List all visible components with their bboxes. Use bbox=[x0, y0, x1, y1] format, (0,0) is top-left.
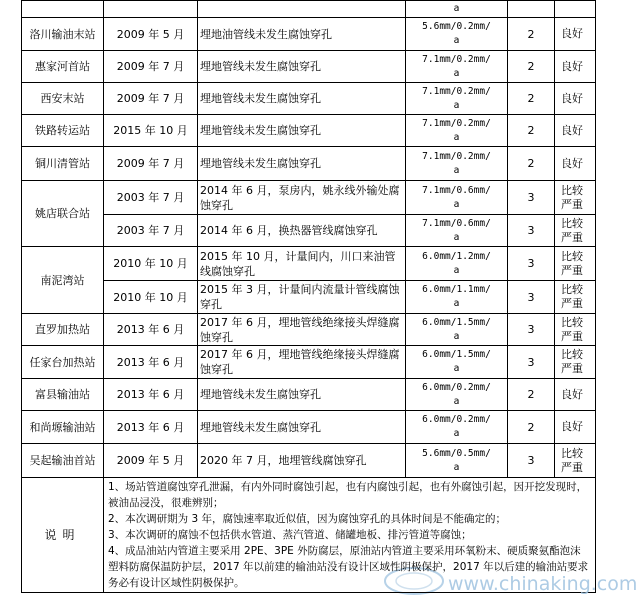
corrosion-rate-line: 7.1mm/0.6mm/ bbox=[422, 217, 491, 229]
table-row bbox=[22, 18, 596, 51]
commission-date-cell: 2013 年 6 月 bbox=[104, 346, 198, 379]
table-row bbox=[22, 51, 596, 83]
status-cell: 良好 bbox=[555, 411, 596, 444]
table-row bbox=[22, 444, 596, 478]
table-row bbox=[22, 314, 596, 346]
table-row bbox=[22, 115, 596, 147]
status-cell: 良好 bbox=[555, 51, 596, 83]
corrosion-rate-line: 6.0mm/1.2mm/ bbox=[422, 250, 491, 262]
table-row bbox=[22, 247, 596, 281]
corrosion-rate-cell bbox=[406, 379, 508, 411]
corrosion-grade-cell: 2 bbox=[508, 147, 555, 181]
table-row bbox=[22, 181, 596, 215]
corrosion-rate-line: 6.0mm/1.1mm/ bbox=[422, 284, 491, 295]
corrosion-rate-line: a bbox=[453, 363, 460, 374]
table-row bbox=[22, 379, 596, 411]
corrosion-rate-cell bbox=[406, 147, 508, 181]
commission-date-cell: 2013 年 6 月 bbox=[104, 379, 198, 411]
corrosion-rate-line: a bbox=[453, 99, 460, 111]
corrosion-grade-cell: 3 bbox=[508, 181, 555, 215]
corrosion-rate-cell bbox=[406, 346, 508, 379]
corrosion-event-cell: 2014 年 6 月，换热器管线腐蚀穿孔 bbox=[198, 215, 406, 247]
corrosion-rate-cell bbox=[406, 115, 508, 147]
notes-label: 说明 bbox=[22, 478, 104, 593]
corrosion-event-cell: 2014 年 6 月，泵房内，姚永线外输处腐蚀穿孔 bbox=[198, 181, 406, 215]
corrosion-rate-line: a bbox=[453, 67, 460, 79]
corrosion-rate-cell bbox=[406, 314, 508, 346]
corrosion-event-cell: 埋地油管线未发生腐蚀穿孔 bbox=[198, 18, 406, 51]
corrosion-grade-cell: 3 bbox=[508, 444, 555, 478]
header-fragment-row bbox=[22, 1, 596, 18]
rate-tail-cell: a bbox=[406, 1, 508, 18]
corrosion-rate-line: a bbox=[453, 395, 460, 407]
station-name-cell: 西安末站 bbox=[22, 83, 104, 115]
station-name-cell: 任家台加热站 bbox=[22, 346, 104, 379]
corrosion-rate-line: a bbox=[453, 164, 460, 176]
station-name-cell: 南泥湾站 bbox=[22, 247, 104, 314]
corrosion-grade-cell: 3 bbox=[508, 281, 555, 314]
corrosion-grade-cell: 2 bbox=[508, 18, 555, 51]
corrosion-rate-line: 6.0mm/1.5mm/ bbox=[422, 349, 491, 360]
status-cell: 比较严重 bbox=[555, 215, 596, 247]
table-row bbox=[22, 147, 596, 181]
note-line: 1、场站管道腐蚀穿孔泄漏，有内外同时腐蚀引起，也有内腐蚀引起，也有外腐蚀引起，因开挖发现时，被油品浸没，很难辨别； bbox=[108, 481, 588, 509]
corrosion-event-cell: 埋地管线未发生腐蚀穿孔 bbox=[198, 411, 406, 444]
corrosion-grade-cell: 2 bbox=[508, 411, 555, 444]
table-row bbox=[22, 411, 596, 444]
commission-date-cell: 2009 年 5 月 bbox=[104, 444, 198, 478]
commission-date-cell: 2003 年 7 月 bbox=[104, 181, 198, 215]
note-line: 2、本次调研期为 3 年，腐蚀速率取近似值，因为腐蚀穿孔的具体时间是不能确定的； bbox=[108, 513, 507, 525]
note-line: 4、成品油站内管道主要采用 2PE、3PE 外防腐层，原油站内管道主要采用环氧粉末、硬质聚氨酯泡沫塑料防腐保温防护层，2017 年以前建的输油站没有设计区域性阴极保护，2017 年以后建的输油站要求务必有设计区域性阴极保护。 bbox=[108, 545, 589, 589]
corrosion-event-cell: 2020 年 7 月，地埋管线腐蚀穿孔 bbox=[198, 444, 406, 478]
commission-date-cell: 2003 年 7 月 bbox=[104, 215, 198, 247]
status-cell: 比较严重 bbox=[555, 444, 596, 478]
corrosion-rate-line: a bbox=[453, 198, 460, 210]
commission-date-cell: 2013 年 6 月 bbox=[104, 314, 198, 346]
table-row bbox=[22, 83, 596, 115]
corrosion-rate-line: a bbox=[453, 231, 460, 243]
corrosion-grade-cell: 3 bbox=[508, 247, 555, 281]
corrosion-grade-cell: 2 bbox=[508, 115, 555, 147]
corrosion-rate-line: a bbox=[453, 428, 460, 439]
commission-date-cell: 2009 年 7 月 bbox=[104, 147, 198, 181]
corrosion-event-cell: 埋地管线未发生腐蚀穿孔 bbox=[198, 51, 406, 83]
corrosion-rate-cell bbox=[406, 51, 508, 83]
corrosion-grade-cell: 3 bbox=[508, 215, 555, 247]
station-name-cell: 吴起输油首站 bbox=[22, 444, 104, 478]
corrosion-rate-line: a bbox=[453, 35, 460, 46]
watermark-text: www.chinaking.com bbox=[448, 573, 637, 595]
commission-date-cell: 2015 年 10 月 bbox=[104, 115, 198, 147]
corrosion-rate-cell bbox=[406, 215, 508, 247]
table-row bbox=[22, 346, 596, 379]
status-cell: 比较严重 bbox=[555, 181, 596, 215]
corrosion-rate-line: a bbox=[453, 264, 460, 276]
corrosion-grade-cell: 2 bbox=[508, 51, 555, 83]
corrosion-rate-cell bbox=[406, 411, 508, 444]
corrosion-rate-line: 7.1mm/0.2mm/ bbox=[422, 117, 491, 129]
note-line: 3、本次调研的腐蚀不包括供水管道、蒸汽管道、储罐地板、排污管道等腐蚀； bbox=[108, 529, 472, 541]
commission-date-cell: 2010 年 10 月 bbox=[104, 281, 198, 314]
status-cell: 良好 bbox=[555, 115, 596, 147]
corrosion-rate-line: a bbox=[453, 298, 460, 309]
corrosion-rate-line: a bbox=[453, 131, 460, 143]
corrosion-rate-line: a bbox=[453, 330, 460, 342]
station-name-cell: 铜川清管站 bbox=[22, 147, 104, 181]
corrosion-rate-cell bbox=[406, 444, 508, 478]
status-cell: 良好 bbox=[555, 147, 596, 181]
status-cell: 比较严重 bbox=[555, 346, 596, 379]
corrosion-event-cell: 2017 年 6 月，埋地管线绝缘接头焊缝腐蚀穿孔 bbox=[198, 346, 406, 379]
corrosion-rate-line: 5.6mm/0.5mm/ bbox=[422, 447, 491, 459]
corrosion-rate-cell bbox=[406, 181, 508, 215]
corrosion-rate-cell bbox=[406, 247, 508, 281]
corrosion-rate-cell bbox=[406, 83, 508, 115]
station-name-cell: 铁路转运站 bbox=[22, 115, 104, 147]
corrosion-event-cell: 2015 年 10 月，计量间内，川口来油管线腐蚀穿孔 bbox=[198, 247, 406, 281]
commission-date-cell: 2010 年 10 月 bbox=[104, 247, 198, 281]
status-cell: 良好 bbox=[555, 18, 596, 51]
corrosion-rate-cell bbox=[406, 18, 508, 51]
corrosion-rate-line: a bbox=[453, 461, 460, 473]
station-name-cell: 姚店联合站 bbox=[22, 181, 104, 247]
corrosion-rate-line: 5.6mm/0.2mm/ bbox=[422, 21, 491, 32]
commission-date-cell: 2013 年 6 月 bbox=[104, 411, 198, 444]
corrosion-grade-cell: 3 bbox=[508, 346, 555, 379]
corrosion-event-cell: 埋地管线未发生腐蚀穿孔 bbox=[198, 115, 406, 147]
corrosion-rate-line: 7.1mm/0.2mm/ bbox=[422, 85, 491, 97]
station-name-cell: 富县输油站 bbox=[22, 379, 104, 411]
status-cell: 良好 bbox=[555, 83, 596, 115]
corrosion-rate-line: 7.1mm/0.2mm/ bbox=[422, 150, 491, 162]
table-row bbox=[22, 215, 596, 247]
corrosion-grade-cell: 3 bbox=[508, 314, 555, 346]
corrosion-rate-line: 7.1mm/0.2mm/ bbox=[422, 53, 491, 65]
station-name-cell: 和尚塬输油站 bbox=[22, 411, 104, 444]
corrosion-grade-cell: 2 bbox=[508, 379, 555, 411]
corrosion-event-cell: 埋地管线未发生腐蚀穿孔 bbox=[198, 83, 406, 115]
corrosion-rate-line: 7.1mm/0.6mm/ bbox=[422, 184, 491, 196]
status-cell: 比较严重 bbox=[555, 314, 596, 346]
commission-date-cell: 2009 年 5 月 bbox=[104, 18, 198, 51]
corrosion-event-cell: 2015 年 3 月，计量间内流量计管线腐蚀穿孔 bbox=[198, 281, 406, 314]
corrosion-event-cell: 2017 年 6 月，埋地管线绝缘接头焊缝腐蚀穿孔 bbox=[198, 314, 406, 346]
commission-date-cell: 2009 年 7 月 bbox=[104, 83, 198, 115]
status-cell: 比较严重 bbox=[555, 247, 596, 281]
status-cell: 比较严重 bbox=[555, 281, 596, 314]
corrosion-grade-cell: 2 bbox=[508, 83, 555, 115]
commission-date-cell: 2009 年 7 月 bbox=[104, 51, 198, 83]
corrosion-event-cell: 埋地管线未发生腐蚀穿孔 bbox=[198, 147, 406, 181]
table-row bbox=[22, 281, 596, 314]
corrosion-rate-line: 6.0mm/1.5mm/ bbox=[422, 316, 491, 328]
corrosion-survey-table bbox=[21, 0, 596, 593]
corrosion-rate-cell bbox=[406, 281, 508, 314]
station-name-cell: 惠家河首站 bbox=[22, 51, 104, 83]
corrosion-event-cell: 埋地管线未发生腐蚀穿孔 bbox=[198, 379, 406, 411]
corrosion-rate-line: 6.0mm/0.2mm/ bbox=[422, 381, 491, 393]
station-name-cell: 直罗加热站 bbox=[22, 314, 104, 346]
status-cell: 良好 bbox=[555, 379, 596, 411]
corrosion-rate-line: 6.0mm/0.2mm/ bbox=[422, 414, 491, 425]
station-name-cell: 洛川输油末站 bbox=[22, 18, 104, 51]
